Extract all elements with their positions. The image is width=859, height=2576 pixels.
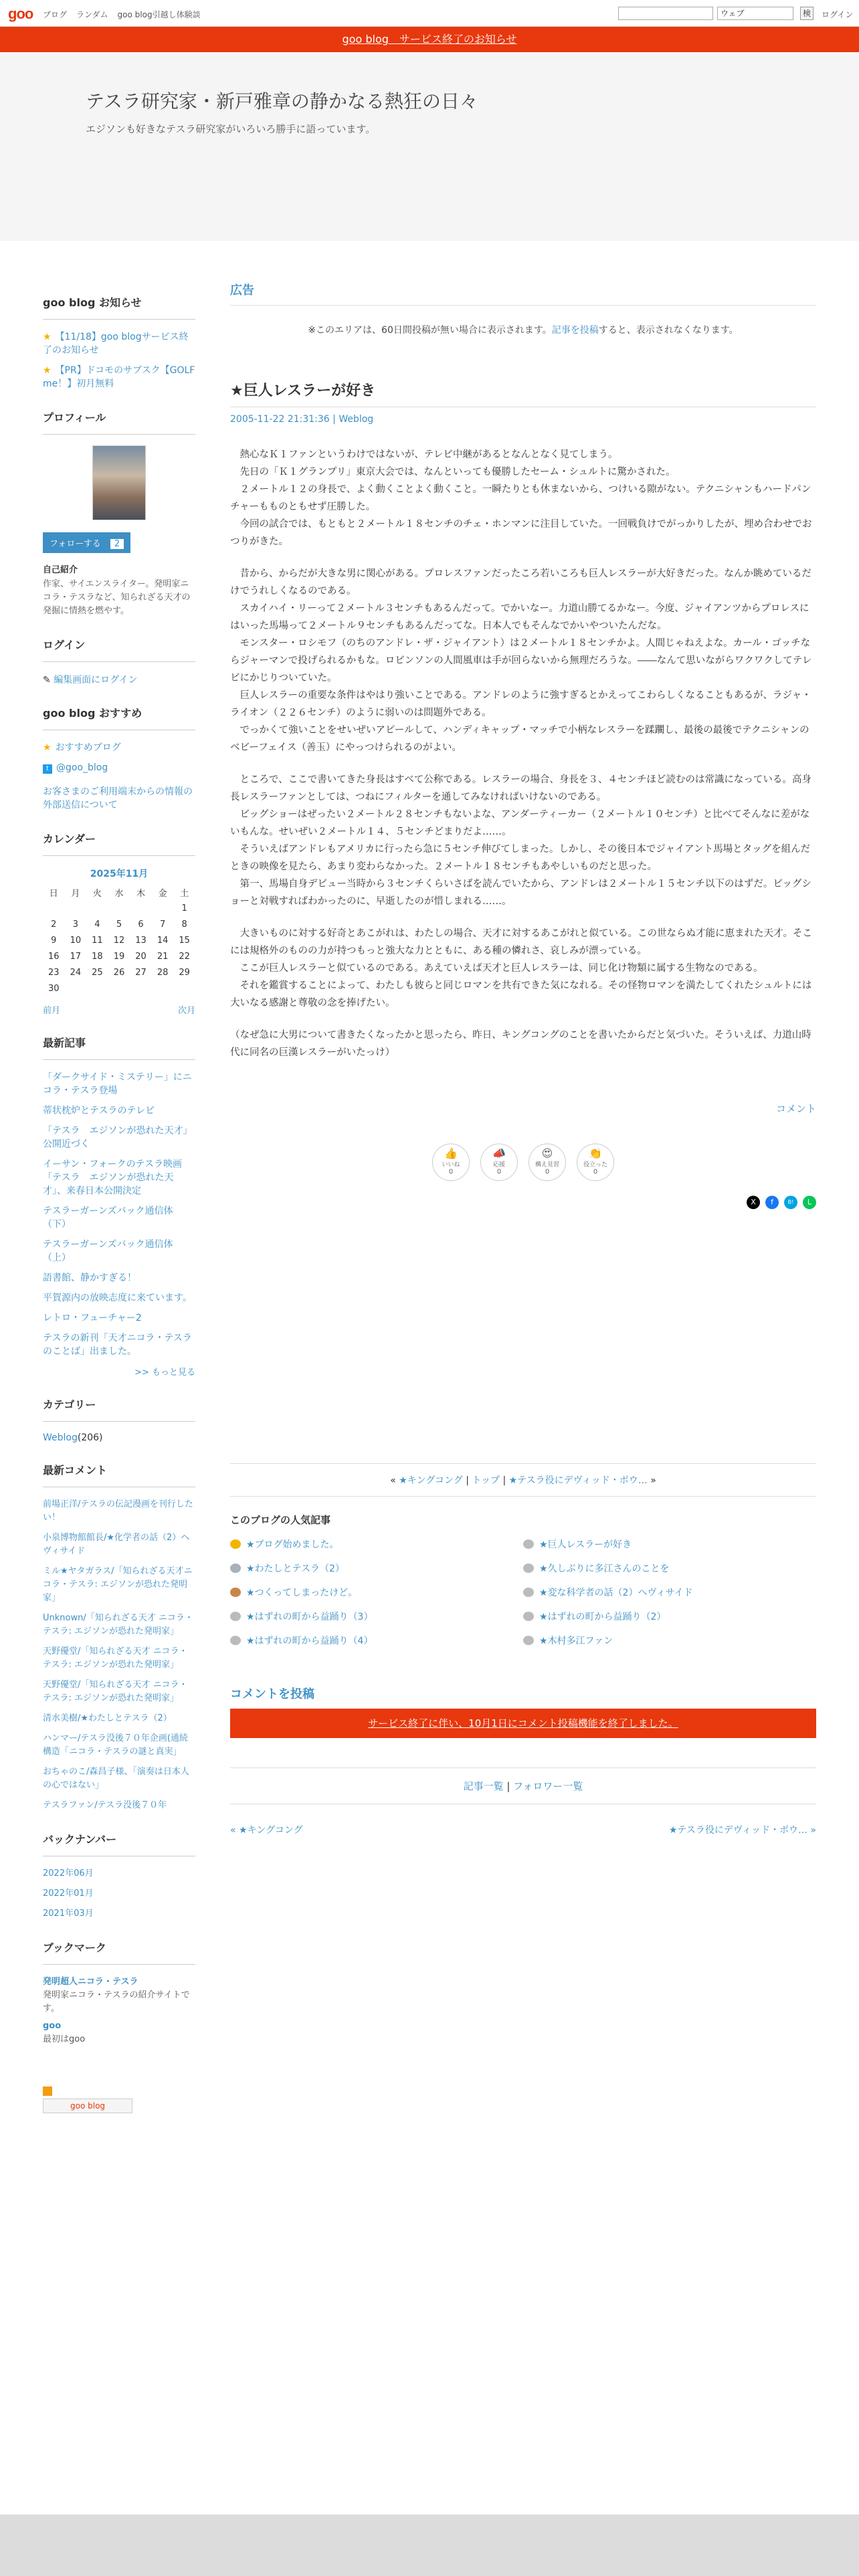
goo-logo[interactable]: goo <box>8 5 33 22</box>
calendar-day: 25 <box>92 967 103 978</box>
category-count: (206) <box>77 1432 103 1443</box>
calendar-day: 3 <box>72 919 78 930</box>
calendar-day: 17 <box>70 951 82 962</box>
rss-icon[interactable] <box>43 2086 52 2096</box>
blog-description: エジソンも好きなテスラ研究家がいろいろ勝手に語っています。 <box>86 123 376 135</box>
entry-title[interactable]: ★巨人レスラーが好き <box>230 379 816 407</box>
recent-comment-link[interactable]: 清水美樹/★わたしとテスラ（2） <box>43 1713 172 1723</box>
rank-icon <box>523 1539 534 1549</box>
sidebar-profile <box>43 409 195 618</box>
external-transmission-link[interactable]: お客さまのご利用端末からの情報の外部送信について <box>43 786 193 811</box>
rank-icon <box>230 1612 241 1621</box>
reaction-count: 0 <box>545 1168 550 1176</box>
reaction-icon: 😍 <box>541 1147 553 1160</box>
recent-comment-link[interactable]: ミル★ヤタガラス/「知られざる天才ニコラ・テスラ: エジソンが恐れた発明家」 <box>43 1566 193 1603</box>
search-input[interactable] <box>618 7 713 20</box>
calendar-day: 4 <box>94 919 100 930</box>
calendar-day: 19 <box>113 951 125 962</box>
follow-button[interactable] <box>43 532 130 553</box>
calendar-weekday: 月 <box>71 888 80 899</box>
calendar-prev-link[interactable]: 前月 <box>43 1006 61 1016</box>
popular-article-link[interactable]: ★はずれの町から益踊り（2） <box>539 1612 666 1622</box>
login-link[interactable]: ログイン <box>822 10 854 19</box>
sidebar-recent-title: 最新記事 <box>43 1035 195 1060</box>
follow-label: フォローする <box>50 539 101 549</box>
top-bar <box>0 0 859 27</box>
recent-comment-link[interactable]: ハンマー/テスラ没後７０年企画(通続構造「ニコラ・テスラの謎と真実」 <box>43 1733 188 1757</box>
recent-article-link[interactable]: テスラーガーンズバック通信体（上） <box>43 1239 173 1263</box>
calendar-day <box>152 900 174 916</box>
blog-title[interactable]: テスラ研究家・新戸雅章の静かなる熱狂の日々 <box>86 90 478 112</box>
popular-article-link[interactable]: ★はずれの町から益踊り（3） <box>246 1612 373 1622</box>
sidebar-comments-title: 最新コメント <box>43 1462 195 1487</box>
service-end-notice-link[interactable]: goo blog サービス終了のお知らせ <box>342 33 517 45</box>
popular-article-link[interactable]: ★木村多江ファン <box>539 1636 613 1646</box>
calendar-day: 27 <box>135 967 147 978</box>
comment-closed-notice[interactable]: サービス終了に伴い、10月1日にコメント投稿機能を終了しました。 <box>230 1709 816 1738</box>
popular-title: このブログの人気記事 <box>230 1514 331 1526</box>
sidebar-backnumber <box>43 1831 195 1921</box>
entry-paragraph: 昔から、からだが大きな男に関心がある。プロレスファンだったころ若いころも巨人レスラーが大好きだった。なんか眺めているだけでうれしくなるのである。 スカイハイ・リーって２メートル３センチもあるんだって。でかいなー。力道山勝てるかなー。今度、ジャイアンツからプロレスにはいった馬場って２メートル９センチもあるんだってな。日本人でもそんなでかいやついたんだな。 モンスター・ロシモフ（のちのアンドレ・ザ・ジャイアント）は２メートル１８センチかよ。人間じゃねえよな。カール・ゴッチならジャーマンで投げられるかもな。ロビンソンの人間風車は手が回らないから無理だろうな。――なんて思いながらワクワクしてテレビにかじりついていた。 巨人レスラーの重要な条件はやはり強いことである。アンドレのように強すぎるとかえってこわらしくなることもあるが、ラジャ・ライオン（２２６センチ）のように弱いのは問題外である。 でっかくて強いことをせいぜいアピールして、ハンディキャップ・マッチで小柄なレスラーを蹂躙し、最後の最後でテクニシャンのベビーフェイス（善玉）にやっつけられるのがよい。 <box>230 568 812 753</box>
sidebar-recommend-title: goo blog おすすめ <box>43 705 195 730</box>
calendar-day: 9 <box>51 935 57 946</box>
rank-icon <box>523 1564 534 1573</box>
twitter-icon: t <box>43 764 52 774</box>
notice-item[interactable]: 【PR】ドコモのサブスク【GOLF me！】初月無料 <box>43 365 195 389</box>
recent-article-link[interactable]: 「テスラ エジソンが恐れた天才」公開近づく <box>43 1125 193 1150</box>
intro-text: 作家、サイエンスライター。発明家ニコラ・テスラなど、知られざる天才の発掘に情熱を燃やす。 <box>43 579 191 616</box>
sidebar-login-title: ログイン <box>43 637 195 662</box>
entry-paragraph: 大きいものに対する好奇とあこがれは、わたしの場合、天才に対するあこがれと似ている。この世ならぬ才能に恵まれた天才。そこには規格外のものの力が持つもっと強大な力とともに、ある種の憐れさ、哀しみが漂っている。 ここが巨人レスラーと似ているのである。あえていえば天才と巨人レスラーは、同じ化け物類に属する生物なのである。 それを鑑賞することによって、わたしも彼らと同じロマンを共有できた気になれる。その怪物ロマンを満たしてくれたシュルトには大いなる感謝と尊敬の念を捧げたい。 <box>230 928 812 1008</box>
article-list-link[interactable]: 記事一覧 <box>463 1780 504 1792</box>
rank-icon <box>230 1564 241 1573</box>
recent-article-link[interactable]: 蒂状枕炉とテスラのテレビ <box>43 1105 155 1116</box>
pager-next-link[interactable]: ★テスラ役にデヴィッド・ボウ… <box>508 1475 648 1486</box>
x-share-icon[interactable]: X <box>747 1196 760 1209</box>
footer <box>0 2514 859 2576</box>
entry-body <box>230 446 816 1061</box>
calendar-day: 24 <box>70 967 82 978</box>
calendar-weekday: 金 <box>158 888 167 899</box>
post-article-link[interactable]: 記事を投稿 <box>551 325 599 336</box>
calendar-day: 22 <box>179 951 190 962</box>
recent-article-link[interactable]: 語書館、静かすぎる！ <box>43 1273 136 1283</box>
star-icon: ★ <box>43 365 52 376</box>
comment-section-title: コメントを投稿 <box>230 1687 314 1701</box>
sidebar-bookmark <box>43 1939 195 2113</box>
calendar-day <box>130 980 152 996</box>
calendar-day: 5 <box>116 919 122 930</box>
reaction-icon: 📣 <box>492 1147 506 1160</box>
nav-random[interactable]: ランダム <box>76 10 108 19</box>
pencil-icon: ✎ <box>43 675 54 685</box>
calendar-day: 12 <box>113 935 125 946</box>
hatena-share-icon[interactable]: B! <box>784 1196 797 1209</box>
category-link[interactable]: Weblog <box>43 1432 78 1443</box>
calendar-day: 11 <box>92 935 103 946</box>
popular-article-link[interactable]: ★はずれの町から益踊り（4） <box>246 1636 373 1646</box>
more-link[interactable]: >> もっと見る <box>134 1368 195 1378</box>
recent-comment-link[interactable]: 天野優堂/「知られざる天才 ニコラ・テスラ: エジソンが恐れた発明家」 <box>43 1680 188 1703</box>
calendar-weekday: 水 <box>114 888 124 899</box>
calendar-day: 8 <box>181 919 187 930</box>
entry-paragraph: ところで、ここで書いてきた身長はすべて公称である。レスラーの場合、身長を３、４センチほど読むのは常識になっている。高身長レスラーファンとしては、つねにフィルターを通してみなければいけないのである。 ビッグショーはぜったい２メートル２８センチもないよな、アンダーティーカー（２メートル１０センチ）と比べてそんなに差がないもんな。せいぜい２メートル１４、５センチどまりだよ……。 そういえばアンドレもアメリカに行ったら急に５センチ伸びてしまった。しかし、その後日本でジャイアント馬場とタッグを組んだときの映像を見たら、あまり変わらなかった。２メートル１８センチもあやしいものだと思った。 第一、馬場自身デビュー当時から３センチくらいさばを読んでいたから、アンドレは２メートル１５センチ以下のはずだ。ビッグショーと対戦すればわかったのに、早逝したのが惜しまれる……。 <box>230 774 812 907</box>
popular-article-link[interactable]: ★ブログ始めました。 <box>246 1539 339 1550</box>
goo-blog-twitter-link[interactable]: @goo_blog <box>56 762 108 773</box>
rank-icon <box>523 1612 534 1621</box>
calendar-day: 14 <box>157 935 169 946</box>
calendar-day <box>152 980 174 996</box>
entry-meta: 2005-11-22 21:31:36 | Weblog <box>230 414 374 425</box>
calendar-day <box>65 980 87 996</box>
reaction-count: 0 <box>496 1168 502 1176</box>
calendar-day: 10 <box>70 935 82 946</box>
nav-blog[interactable]: ブログ <box>43 10 68 19</box>
popular-article-link[interactable]: ★久しぶりに多江さんのことを <box>539 1564 670 1574</box>
backnumber-link[interactable]: 2022年01月 <box>43 1889 94 1899</box>
calendar-day <box>173 980 195 996</box>
bookmark-desc: 最初はgoo <box>43 2034 86 2044</box>
recommend-blog-link[interactable]: おすすめブログ <box>55 742 121 753</box>
recent-article-link[interactable]: レトロ・フューチャー2 <box>43 1313 142 1323</box>
entry-date: 2005-11-22 21:31:36 <box>230 414 330 425</box>
recent-article-link[interactable]: 平賀源内の放映志度に来ています。 <box>43 1293 192 1303</box>
sidebar-calendar-title: カレンダー <box>43 831 195 856</box>
calendar-day: 1 <box>181 903 187 914</box>
calendar-day: 13 <box>135 935 147 946</box>
recent-comment-link[interactable]: 天野優堂/「知られざる天才 ニコラ・テスラ: エジソンが恐れた発明家」 <box>43 1646 188 1670</box>
list-links: 記事一覧 | フォロワー一覧 <box>230 1767 816 1804</box>
main-content <box>230 281 816 1836</box>
calendar-day <box>65 900 87 916</box>
sidebar-login <box>43 637 195 686</box>
recent-comment-link[interactable]: 小泉博物館館長/★化学者の話（2）ヘヴィサイド <box>43 1533 190 1556</box>
nav-migration[interactable]: goo blog引越し体験談 <box>117 10 201 19</box>
calendar-weekday: 火 <box>92 888 102 899</box>
sidebar-recommend <box>43 705 195 812</box>
calendar-day <box>86 980 108 996</box>
share-buttons <box>230 1196 816 1209</box>
rank-icon <box>523 1636 534 1645</box>
service-end-notice-bar <box>0 27 859 52</box>
edit-login-link[interactable]: 編集画面にログイン <box>54 675 138 685</box>
bookmark-link[interactable]: goo <box>43 2021 62 2031</box>
entry-paragraph: 熱心なＫ１ファンというわけではないが、テレビ中継があるとなんとなく見てしまう。 先日の「Ｋ１グランプリ」東京大会では、なんといっても優勝したセーム・シュルトに驚かされた。 ２メートル１２の身長で、よく動くことよく動くこと。一瞬たりとも休まないから、つけいる隙がない。テクニシャンもハードパンチャーもものともせず圧勝した。 今回の試合では、もともと２メートル１８センチのチェ・ホンマンに注目していた。一回戦負けでがっかりしたが、埋め合わせでおつりがきた。 <box>230 449 812 547</box>
backnumber-link[interactable]: 2021年03月 <box>43 1909 94 1919</box>
star-icon: ★ <box>43 332 52 342</box>
reaction-button[interactable] <box>432 1144 470 1181</box>
ad-note-text: ※このエリアは、60日間投稿が無い場合に表示されます。 <box>308 325 552 336</box>
reaction-icon: 👏 <box>589 1147 602 1160</box>
calendar-day: 7 <box>159 919 166 930</box>
page-body <box>0 241 859 2514</box>
entry-category-link[interactable]: Weblog <box>339 414 374 425</box>
reaction-button[interactable] <box>529 1144 566 1181</box>
calendar-weekday: 土 <box>180 888 189 899</box>
rank-icon <box>523 1588 534 1597</box>
recent-comment-link[interactable]: テスラファン/テスラ没後７０年 <box>43 1800 167 1810</box>
follower-count: 2 <box>110 539 124 549</box>
entry-paragraph: （なぜ急に大男について書きたくなったかと思ったら、昨日、キングコングのことを書いたからだと気づいた。そういえば、力道山時代に同名の巨漢レスラーがいたっけ） <box>230 1030 812 1058</box>
calendar-day: 30 <box>48 983 60 994</box>
recent-article-link[interactable]: 「ダークサイド・ミステリー」にニコラ・テスラ登場 <box>43 1072 192 1096</box>
search-button[interactable]: 検 <box>800 7 814 20</box>
sidebar-calendar <box>43 831 195 1016</box>
star-icon: ★ <box>43 742 52 753</box>
reaction-count: 0 <box>448 1168 454 1176</box>
popular-article-link[interactable]: ★つくってしまったけど。 <box>246 1588 358 1598</box>
ad-note-text: すると、表示されなくなります。 <box>598 325 739 336</box>
recent-comment-link[interactable]: 前場正洋/テスラの伝記漫画を刊行したい！ <box>43 1499 193 1523</box>
recent-comment-link[interactable]: おちゃのこ/森昌子様、「演奏は日本人の心ではない」 <box>43 1767 189 1790</box>
sidebar-category <box>43 1396 195 1443</box>
calendar-weekday: 木 <box>136 888 146 899</box>
sidebar <box>43 294 195 2132</box>
bottom-prev-link[interactable]: « ★キングコング <box>230 1825 303 1836</box>
goo-blog-badge[interactable]: goo blog <box>43 2099 132 2113</box>
recent-article-link[interactable]: イーサン・フォークのテスラ映画「テスラ エジソンが恐れた天才」、来春日本公開決定 <box>43 1159 183 1196</box>
bookmark-desc: 発明家ニコラ・テスラの紹介サイトです。 <box>43 1990 190 2014</box>
sidebar-recent <box>43 1035 195 1378</box>
popular-article-link[interactable]: ★わたしとテスラ（2） <box>246 1564 345 1574</box>
reaction-label: 役立った <box>583 1162 607 1168</box>
reaction-button[interactable] <box>577 1144 614 1181</box>
entry-pager: « ★キングコング | トップ | ★テスラ役にデヴィッド・ボウ… » <box>230 1463 816 1497</box>
blog-header <box>0 52 859 241</box>
calendar-day: 20 <box>135 951 147 962</box>
backnumber-link[interactable]: 2022年06月 <box>43 1868 94 1879</box>
calendar-day: 16 <box>48 951 60 962</box>
sidebar-notice <box>43 294 195 391</box>
calendar-table <box>43 884 195 996</box>
calendar-day: 18 <box>92 951 103 962</box>
reaction-count: 0 <box>593 1168 598 1176</box>
reaction-label: 応援 <box>492 1162 505 1168</box>
calendar-next-link[interactable]: 次月 <box>177 1006 195 1016</box>
search-scope-select[interactable]: ウェブ <box>717 7 793 20</box>
rank-icon <box>230 1539 241 1549</box>
bookmark-link[interactable]: 発明超人ニコラ・テスラ <box>43 1977 138 1987</box>
calendar-day: 2 <box>51 919 57 930</box>
top-nav <box>43 9 201 20</box>
pager-prev-link[interactable]: ★キングコング <box>399 1475 463 1486</box>
reaction-buttons <box>230 1144 816 1181</box>
popular-article-link[interactable]: ★変な科学者の話（2）ヘヴィサイド <box>539 1588 693 1598</box>
bottom-next-link[interactable]: ★テスラ役にデヴィッド・ボウ… » <box>668 1825 816 1836</box>
calendar-day: 26 <box>113 967 125 978</box>
line-share-icon[interactable]: L <box>803 1196 816 1209</box>
calendar-day <box>43 900 65 916</box>
calendar-weekday: 日 <box>49 888 58 899</box>
calendar-day: 28 <box>157 967 169 978</box>
calendar-day: 21 <box>157 951 169 962</box>
reaction-button[interactable] <box>480 1144 518 1181</box>
rank-icon <box>230 1636 241 1645</box>
reaction-label: いいね <box>442 1162 460 1168</box>
recent-comment-link[interactable]: Unknown/「知られざる天才 ニコラ・テスラ: エジソンが恐れた発明家」 <box>43 1613 193 1636</box>
calendar-day: 6 <box>138 919 144 930</box>
popular-articles <box>230 1537 816 1647</box>
recent-article-link[interactable]: テスラーガーンズバック通信体（下） <box>43 1206 173 1230</box>
calendar-day <box>86 900 108 916</box>
sidebar-comments <box>43 1462 195 1812</box>
profile-photo[interactable] <box>92 445 146 520</box>
calendar-month: 2025年11月 <box>90 869 149 879</box>
comment-link[interactable]: コメント <box>775 1103 816 1115</box>
facebook-share-icon[interactable]: f <box>765 1196 779 1209</box>
sidebar-backnumber-title: バックナンバー <box>43 1831 195 1856</box>
popular-article-link[interactable]: ★巨人レスラーが好き <box>539 1539 632 1550</box>
follower-list-link[interactable]: フォロワー一覧 <box>513 1780 583 1792</box>
sidebar-category-title: カテゴリー <box>43 1396 195 1422</box>
calendar-day: 23 <box>48 967 60 978</box>
calendar-day <box>130 900 152 916</box>
bottom-nav <box>230 1823 816 1836</box>
ad-note <box>230 323 816 336</box>
recent-article-link[interactable]: テスラの新刊「天才ニコラ・テスラのことば」出ました。 <box>43 1333 192 1357</box>
sidebar-profile-title: プロフィール <box>43 409 195 435</box>
reaction-icon: 👍 <box>444 1147 458 1160</box>
notice-item[interactable]: 【11/18】goo blogサービス終了のお知らせ <box>43 332 189 356</box>
pager-top-link[interactable]: トップ <box>472 1475 500 1486</box>
sidebar-notice-title: goo blog お知らせ <box>43 294 195 320</box>
calendar-day: 15 <box>179 935 190 946</box>
rank-icon <box>230 1588 241 1597</box>
ad-title: 広告 <box>230 281 816 306</box>
calendar-day <box>108 980 130 996</box>
calendar-day <box>108 900 130 916</box>
reaction-label: 構え見習 <box>535 1162 559 1168</box>
sidebar-bookmark-title: ブックマーク <box>43 1939 195 1965</box>
intro-heading: 自己紹介 <box>43 565 78 575</box>
calendar-day: 29 <box>179 967 190 978</box>
